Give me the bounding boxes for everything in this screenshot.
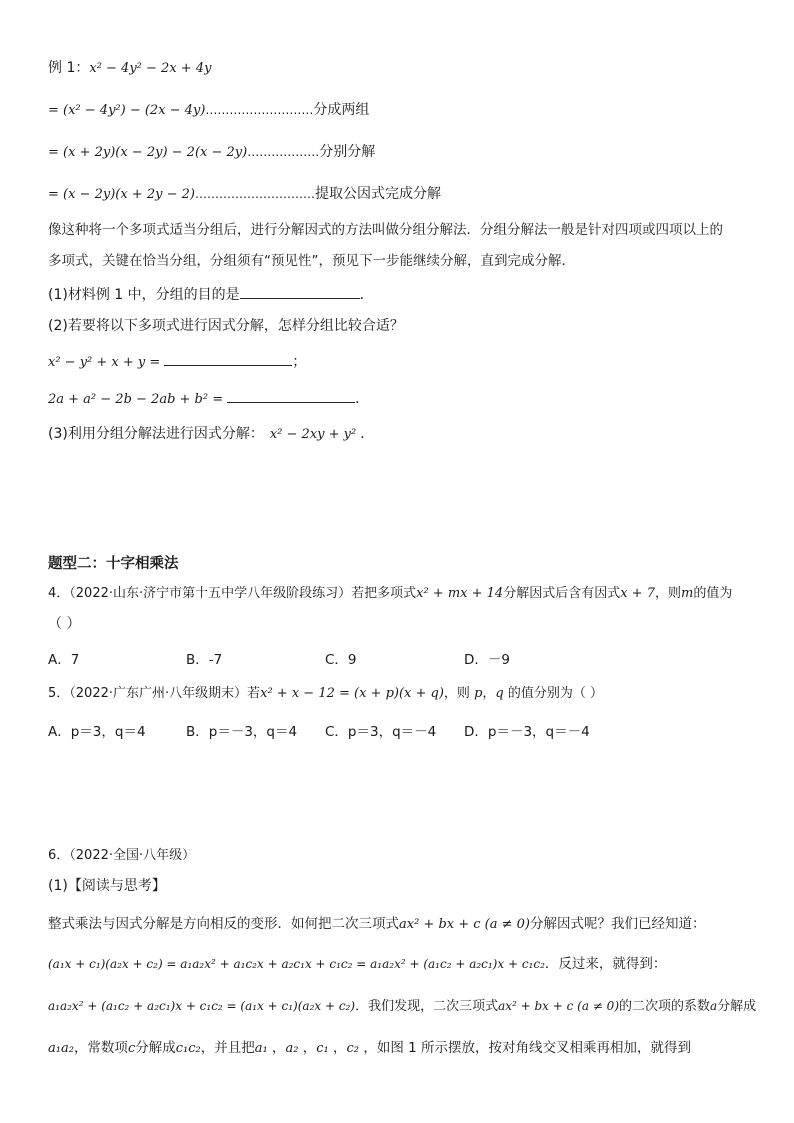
example-step-1: [48, 100, 369, 121]
problem-6-header: 6．（2022·全国·八年级）: [48, 848, 196, 863]
problem-6-subtitle: (1)【阅读与思考】: [48, 878, 166, 894]
p5-stem-b: ，则: [443, 686, 475, 701]
p6-l3-c: 的二次项的系数: [619, 999, 711, 1014]
example-step-2: [48, 142, 375, 163]
p4-option-a[interactable]: A．7: [48, 652, 80, 668]
question-2-a-end: ；: [292, 354, 307, 370]
example-step-3: [48, 184, 441, 205]
p5-stem-a: 5．（2022·广东广州·八年级期末）若: [48, 686, 261, 701]
problem-5-stem: [48, 684, 603, 704]
p6-l3-b: ．我们发现，二次三项式: [355, 999, 499, 1014]
p5-math: x² + x − 12 = (x + p)(x + q): [260, 686, 444, 701]
p6-line-1: [48, 914, 706, 935]
p6-l4-b: 分解成: [135, 1040, 176, 1056]
question-2-b-end: ．: [355, 391, 370, 407]
question-1: [48, 284, 374, 305]
question-1-text: (1)材料例 1 中，分组的目的是: [48, 287, 240, 303]
p4-math-1: x² + mx + 14: [416, 586, 504, 601]
intro-line-1: 像这种将一个多项式适当分组后，进行分解因式的方法叫做分组分解法．分组分解法一般是针对四项或四项以上的: [48, 222, 723, 238]
p6-line-2: [48, 954, 666, 974]
p6-l4-a: ，常数项: [73, 1040, 128, 1056]
problem-4-paren: （ ）: [48, 616, 81, 632]
p5-option-b[interactable]: B．p＝－3，q＝4: [186, 724, 298, 740]
p6-l4-s3: ，: [328, 1040, 347, 1056]
question-2-a-expression: x² − y² + x + y =: [48, 355, 161, 370]
p6-l1-math: ax² + bx + c (a ≠ 0): [399, 917, 530, 932]
answer-blank-2b[interactable]: [227, 388, 355, 403]
p5-option-a[interactable]: A．p＝3，q＝4: [48, 724, 146, 740]
p6-l4-m5: a₂: [285, 1041, 299, 1056]
answer-blank-2a[interactable]: [164, 351, 292, 366]
answer-blank-1[interactable]: [240, 284, 360, 299]
example-line: [48, 58, 211, 79]
p6-l2-math: (a₁x + c₁)(a₂x + c₂) = a₁a₂x² + a₁c₂x + a₂c₁x + c₁c₂ = a₁a₂x² + (a₁c₂ + a₂c₁)x + c₁c₂: [48, 957, 545, 971]
question-3-expression: x² − 2xy + y²: [269, 427, 357, 442]
p6-l4-m2: c: [127, 1041, 136, 1056]
step-1-note: 分成两组: [313, 102, 370, 118]
p6-l1-a: 整式乘法与因式分解是方向相反的变形．如何把二次三项式: [48, 916, 399, 932]
p5-stem-c: ，: [482, 686, 496, 701]
example-expression: x² − 4y² − 2x + 4y: [89, 61, 212, 76]
step-3-dots: …………………………: [194, 187, 315, 201]
p6-l4-s1: ，: [267, 1040, 286, 1056]
p6-l2-b: ．反过来，就得到：: [544, 956, 667, 972]
p5-var-p: p: [474, 686, 483, 701]
p4-option-b[interactable]: B．-7: [186, 652, 223, 668]
question-3: [48, 424, 374, 445]
p6-l1-b: 分解因式呢？我们已经知道：: [530, 916, 706, 932]
p6-l3-d: 分解成: [717, 999, 757, 1014]
p5-stem-d: 的值分别为（ ）: [503, 686, 603, 701]
question-2-b-expression: 2a + a² − 2b − 2ab + b² =: [48, 392, 224, 407]
p6-l4-s2: ，: [298, 1040, 317, 1056]
step-2-dots: ………………: [247, 145, 320, 159]
section-title: 题型二：十字相乘法: [48, 556, 179, 572]
p6-l4-m7: c₂: [346, 1041, 360, 1056]
p6-l4-m4: a₁: [254, 1041, 268, 1056]
p4-option-c[interactable]: C．9: [325, 652, 357, 668]
p6-l4-d: ，如图 1 所示摆放，按对角线交叉相乘再相加，就得到: [359, 1040, 691, 1056]
p6-l3-math-3: a: [710, 999, 718, 1013]
p4-stem-d: 的值为: [693, 586, 733, 601]
p5-var-q: q: [495, 686, 504, 701]
p4-stem-b: 分解因式后含有因式: [503, 586, 621, 601]
question-1-end: ．: [359, 287, 374, 303]
p6-l3-math-2: ax² + bx + c (a ≠ 0): [498, 999, 619, 1013]
step-1-dots: ………………………: [205, 103, 314, 117]
p4-option-d[interactable]: D．－9: [464, 652, 510, 668]
p6-line-4: [48, 1038, 691, 1059]
p6-l3-math: a₁a₂x² + (a₁c₂ + a₂c₁)x + c₁c₂ = (a₁x + c₁)(a₂x + c₂): [48, 999, 356, 1013]
step-3-note: 提取公因式完成分解: [314, 186, 441, 202]
step-1-expression: = (x² − 4y²) − (2x − 4y): [48, 103, 206, 118]
question-2-b: [48, 388, 369, 410]
question-2-a: [48, 351, 306, 373]
p6-l4-c: ，并且把: [200, 1040, 255, 1056]
p4-math-2: x + 7: [620, 586, 655, 601]
p5-option-c[interactable]: C．p＝3，q＝－4: [325, 724, 437, 740]
p5-option-d[interactable]: D．p＝－3，q＝－4: [464, 724, 590, 740]
p4-stem-c: ，则: [654, 586, 681, 601]
question-3-end: ．: [360, 426, 375, 442]
p6-line-3: [48, 996, 756, 1017]
intro-line-2: 多项式，关键在恰当分组，分组须有“预见性”，预见下一步能继续分解，直到完成分解．: [48, 253, 575, 269]
p6-l4-m1: a₁a₂: [48, 1041, 74, 1056]
question-3-text: (3)利用分组分解法进行因式分解：: [48, 426, 264, 442]
question-2-text: (2)若要将以下多项式进行因式分解，怎样分组比较合适？: [48, 318, 404, 334]
p6-l4-m3: c₁c₂: [175, 1041, 201, 1056]
step-2-expression: = (x + 2y)(x − 2y) − 2(x − 2y): [48, 145, 248, 160]
problem-4-stem: [48, 584, 732, 604]
example-label: 例 1：: [48, 60, 90, 76]
p4-stem-a: 4．（2022·山东·济宁市第十五中学八年级阶段练习）若把多项式: [48, 586, 417, 601]
p6-l4-m6: c₁: [316, 1041, 329, 1056]
step-3-expression: = (x − 2y)(x + 2y − 2): [48, 187, 195, 202]
step-2-note: 分别分解: [319, 144, 376, 160]
p4-math-3: m: [680, 586, 694, 601]
